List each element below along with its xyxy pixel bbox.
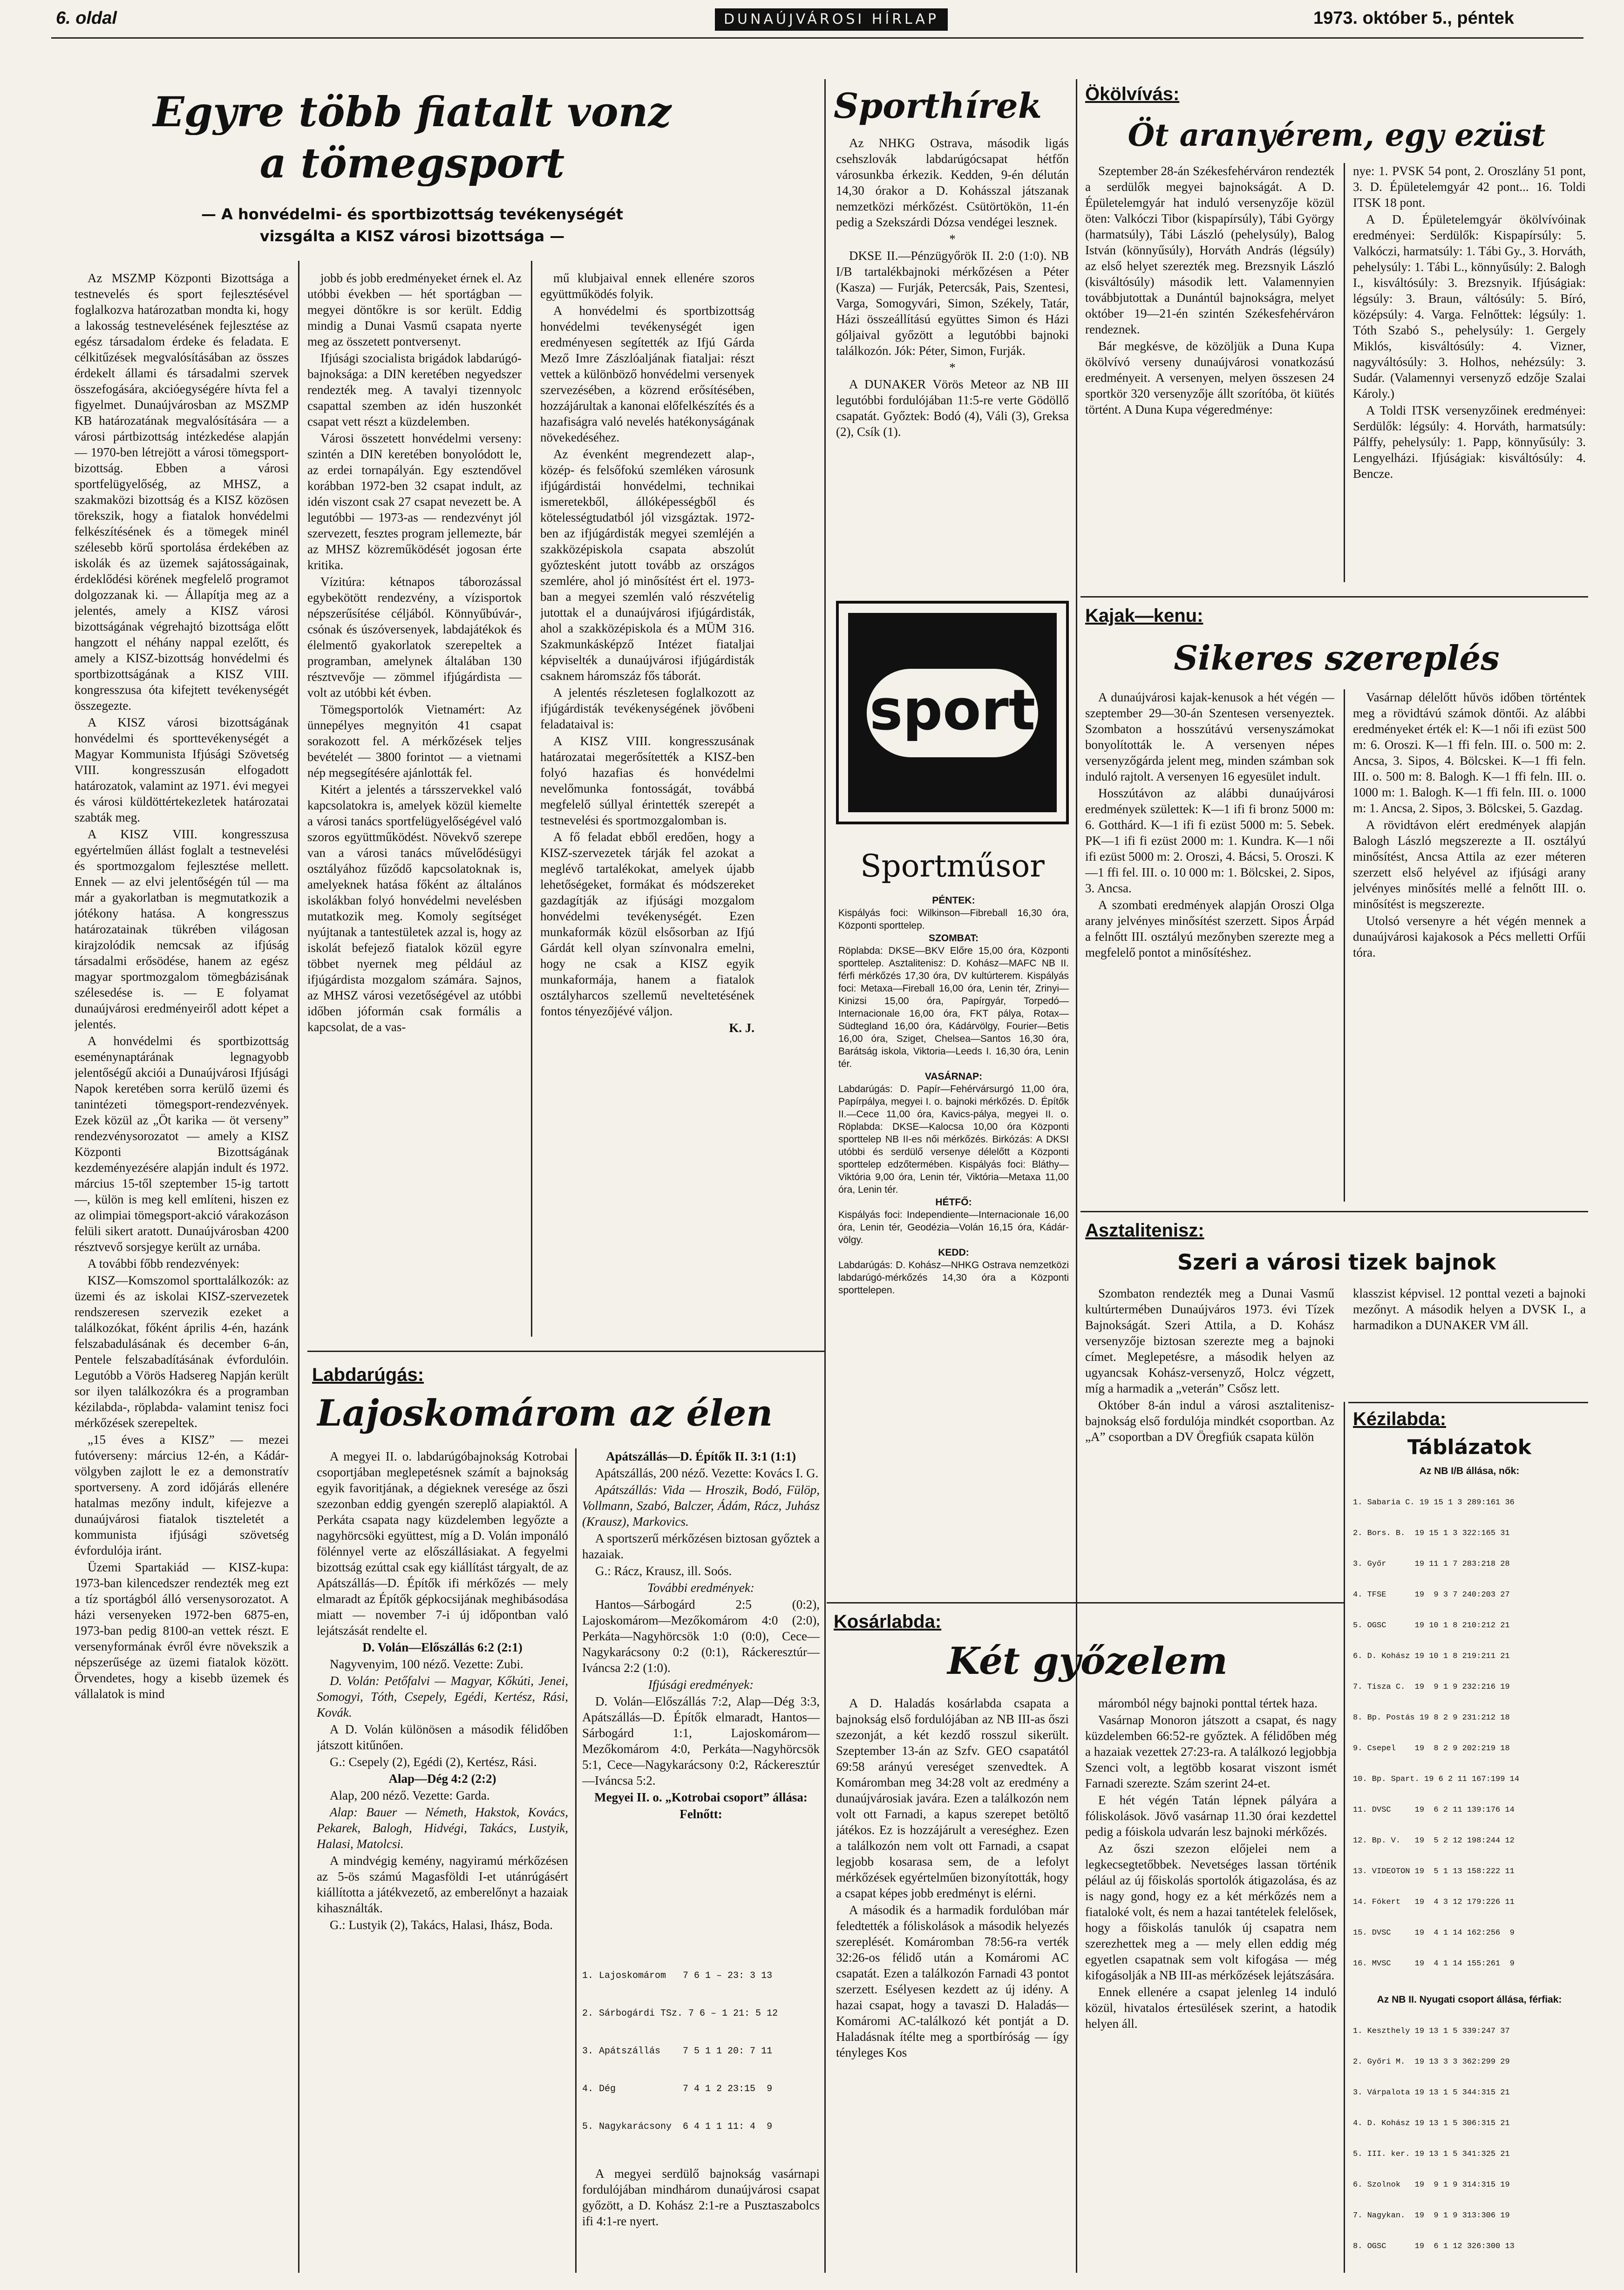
column-rule (1076, 79, 1077, 2273)
paragraph: A honvédelmi és sportbizottság eseménynaptárának legnagyobb jelentőségű akciói a Dunaújvárosi Ifjúsági Napok keretében sorra kerülő üzemi és tanintézeti tömegsport-rendezvények. Ezek közül az „Öt karika — öt verseny” rendezvénysorozatot — amely a KISZ Központi Bizottságának kezdeményezésére alapján indult és 1972. március 15-től szeptember 15-ig tartott —, külön is meg kell említeni, hiszen ez az olimpiai tömegsport-akció várakozáson felüli sikert aratott. Dunaújvárosban 4200 résztvevő sorsjegye került az urnába. (75, 1034, 289, 1254)
paragraph: A szombati eredmények alapján Oroszi Olga arany jelvényes minősítést szerzett. Sipos Árpád a felnőtt III. osztályú mezőnyben szerezte meg a megfelelő pontot a minősítéshez. (1085, 898, 1334, 959)
table-heading: Megyei II. o. „Kotrobai csoport” állása: (594, 1790, 808, 1804)
section-heading: Ifjúsági eredmények: (648, 1678, 754, 1692)
day-heading: HÉTFŐ: (935, 1197, 972, 1208)
page-header (0, 0, 1624, 35)
day-heading: SZOMBAT: (929, 933, 978, 944)
paragraph: Hantos—Sárbogárd 2:5 (0:2), Lajoskomárom—Mezőkomárom 4:0 (2:0), Perkáta—Nagyhörcsök 1:0 (0:0), Cece—Nagykarácsony 0:2 (0:1), Ráckeresztúr—Iváncsa 2:2 (1:0). (582, 1597, 820, 1675)
match-heading: D. Volán—Előszállás 6:2 (2:1) (362, 1640, 523, 1654)
masthead: DUNAÚJVÁROSI HÍRLAP (715, 8, 948, 31)
paragraph: Apátszállás, 200 néző. Vezette: Kovács I. G. (595, 1466, 819, 1480)
match-heading: Apátszállás—D. Építők II. 3:1 (1:1) (605, 1449, 796, 1463)
main-article-col1 (75, 270, 289, 2273)
table-row: 3. Várpalota 19 13 1 5 344:315 21 (1353, 2088, 1510, 2097)
kajak-title: Sikeres szereplés (1174, 638, 1500, 678)
match-heading: Alap—Dég 4:2 (2:2) (388, 1772, 496, 1786)
table-row: 5. OGSC 19 10 1 8 210:212 21 (1353, 1621, 1510, 1630)
table-row: 5. Nagykarácsony 6 4 1 1 11: 4 9 (582, 2121, 773, 2132)
paragraph: Ifjúsági szocialista brigádok labdarúgó-bajnoksága: a DIN keretében negyedszer rendezték meg. A tavalyi tizennyolc csapattal szemben az idén huszonkét csapat vett részt a küzdelemben. (307, 351, 522, 428)
paragraph: G.: Csepely (2), Egédi (2), Kertész, Rási. (330, 1755, 537, 1769)
paragraph: A KISZ VIII. kongresszusának határozatai megerősítették a KISZ-ben folyó hazafias és honvédelmi nevelőmunka fontosságát, továbbá megfelelő súllyal érintették szerepét a testnevelési és sportmozgalomban is. (540, 734, 754, 827)
column-rule (1344, 1402, 1345, 2273)
paragraph: Nagyvenyim, 100 néző. Vezette: Zubi. (330, 1657, 523, 1671)
news-item: DKSE II.—Pénzügyőrök II. 2:0 (1:0). NB I/B tartalékbajnoki mérkőzésen a Péter (Kasza) — Furják, Petercsák, Pais, Szentesi, Varga, Somogyvári, Simon, Székely, Tatár, Házi összeállítású együttes Simon és Házi góljaival győzött a legutóbbi bajnoki találkozón. Jók: Péter, Simon, Furják. (836, 249, 1069, 358)
paragraph: A jelentés részletesen foglalkozott az ifjúgárdisták tevékenységének jövőbeni feladataival is: (540, 686, 754, 731)
labdarugas-footer (582, 2166, 820, 2273)
table-row: 3. Apátszállás 7 5 1 1 20: 7 11 (582, 2046, 773, 2057)
kezilabda-kicker: Kézilabda: (1353, 1409, 1447, 1429)
author-signature: K. J. (729, 1021, 754, 1035)
table-row: 4. TFSE 19 9 3 7 240:203 27 (1353, 1590, 1510, 1599)
paragraph: A rövidtávon elért eredmények alapján Balogh László megszerezte a II. osztályú minősítést, Ancsa Attila az ezer méteren szerzett első helyével az ifjúsági arany jelvényes minősítés mellé a felnőtt III. o. minősítést is megszerezte. (1353, 818, 1586, 911)
kajak-col2 (1353, 689, 1586, 1202)
paragraph: A megyei serdülő bajnokság vasárnapi fordulójában mindhárom dunaújvárosi csapat győzött, a D. Kohász 2:1-re a Pusztaszabolcs ifi 4:1-re nyert. (582, 2167, 820, 2228)
sport-logo-inner (848, 613, 1057, 812)
main-title-line2: a tömegsport (259, 140, 565, 186)
paragraph: A további főbb rendezvények: (88, 1257, 240, 1271)
table-row: 2. Sárbogárdi TSz. 7 6 – 1 21: 5 12 (582, 2008, 778, 2019)
paragraph: Szeptember 28-án Székesfehérváron rendezték a serdülők megyei bajnokságát. A D. Épületelemgyár hat induló versenyzője közül öten: Valkóczi Tibor (kispapírsúly), Tábi György (harmatsúly), Tábi László (pehelysúly), Balog István (könnyűsúly), Horváth András (légsúly) az első helyet szerezték meg. Brezsnyik László (kisváltósúly) második lett. Valamennyien továbbjutottak a Dunántúl bajnokságra, melyet október 19—21-én szintén Székesfehérváron rendeznek. (1085, 164, 1334, 336)
schedule-text: Röplabda: DKSE—BKV Előre 15,00 óra, Központi sporttelep. Asztalitenisz: D. Kohász—MAFC NB II. férfi mérkőzés 17,30 óra, DV kultúrterem. Kispályás foci: Metaxa—Fireball 16,00 óra, Lenin tér, Zrinyi—Kinizsi 15,00 óra, Papírgyár, Torpedó—Internacionale 16,00 óra, FKT pálya, Rotax—Südtegland 16,00 óra, Kádárvölgy, Fourier—Betis 16,00 óra, Sziget, Chelsea—Santos 16,30 óra, Barátság iskola, Viktoria—Leeds I. 16,30 óra, Lenin tér. (838, 945, 1069, 1069)
paragraph: Vízitúra: kétnapos táborozással egybekötött rendezvény, a vízisportok népszerűsítése céljából. Könnyűbúvár-, csónak és úszóversenyek, labdajátékok és élelmentő gyakorlatok szerepeltek a programban, amelynek általában 130 résztvevője — zömmel ifjúgárdista — volt az utóbbi két évben. (307, 575, 522, 700)
labdarugas-col2 (582, 1448, 820, 1942)
standings-table-2 (1353, 2006, 1586, 2270)
paragraph: mű klubjaival ennek ellenére szoros együttműködés folyik. (540, 271, 754, 301)
paragraph: A D. Épületelemgyár ökölvívóinak eredményei: Serdülők: Kispapírsúly: 5. Valkóczi, harmatsúly: 1. Tábi Gy., 3. Horváth, pehelysúly: 1. Tábi L., könnyűsúly: 2. Balogh I., kisváltósúly: 3. Brezsnyik. Ifjúságiak: légsúly: 3. Braun, váltósúly: 5. Bíró, középsúly: 4. Varga. Felnőttek: légsúly: 1. Tóth Szabó S., pehelysúly: 1. Gergely Miklós, kisváltósúly: 4. Vizner, nagyváltósúly: 3. Holhos, nehézsúly: 3. Sudár. (Valamennyi versenyző edzője Szalai Károly.) (1353, 212, 1586, 401)
table-heading: Az NB II. Nyugati csoport állása, férfiak: (1377, 1994, 1562, 2005)
paragraph: Alap, 200 néző. Vezette: Garda. (330, 1788, 490, 1802)
table-row: 14. Fókert 19 4 3 12 179:226 11 (1353, 1898, 1515, 1907)
paragraph: A második és a harmadik fordulóban már feledtették a fóliskolások a második helyezés szereplését. Komáromban 78:56-ra verték 32:26-os félidő után a Komáromi AC csapatát. Ezen a találkozón Farnadi 43 pontot szerzett. Esélyesen kezdett az új idény. A hazai csapat, hogy a tavaszi D. Haladás—Komáromi AC-találkozó két pontját a D. Haladásnak ítélte meg a sportbíróság — így tényleges Kos (836, 1903, 1069, 2059)
table-row: 8. OGSC 19 6 1 12 326:300 13 (1353, 2242, 1515, 2251)
table-row (582, 2158, 820, 2159)
day-heading: PÉNTEK: (932, 895, 975, 906)
table-row: 7. Nagykan. 19 9 1 9 313:306 19 (1353, 2211, 1510, 2220)
paragraph: Október 8-án indul a városi asztalitenisz-bajnokság első fordulója mindkét csoportban. Az „A” csoportban a DV Öregfiúk csapata külön (1085, 1398, 1334, 1444)
okolvivas-kicker: Ökölvívás: (1085, 84, 1180, 104)
table-row: 10. Bp. Spart. 19 6 2 11 167:199 14 (1353, 1775, 1520, 1784)
labdarugas-kicker: Labdarúgás: (312, 1365, 424, 1385)
paragraph: Bár megkésve, de közöljük a Duna Kupa ökölvívó verseny dunaújvárosi vonatkozású eredményeit. A versenyen, melyen összesen 24 sportkör 320 versenyzője állt szorítóba, öt kiütés történt. A Duna Kupa végeredménye: (1085, 339, 1334, 416)
labdarugas-col1 (317, 1448, 568, 2273)
paragraph: A fő feladat ebből eredően, hogy a KISZ-szervezetek tárják fel azokat a meglévő tartalékokat, amelyek újabb lehetőségeket, formákat és módszereket gazdagítják az ifjúsági mozgalom honvédelmi tevékenységét. Ezen munkaformák közül elsősorban az Ifjú Gárdát kell olyan színvonalra emelni, hogy ne csak a KISZ egyik munkaformája, hanem a fiatalok osztályharcos szellemű neveltetésének fontos tényezőjévé váljon. (540, 830, 754, 1018)
paragraph: A dunaújvárosi kajak-kenusok a hét végén — szeptember 29—30-án Szentesen versenyeztek. Szombaton a hosszútávú versenyszámokat bonyolították le. A versenyen népes versenyzőgárda jelent meg, minden számban sok induló rajtolt. A versenyen 16 egyesület indult. (1085, 690, 1334, 783)
paragraph: Városi összetett honvédelmi verseny: szintén a DIN keretében bonyolódott le, az erdei tornapályán. Egy esztendővel korábban 1972-ben 32 csapat indult, az idén viszont csak 27 csapat nevezett be. A legutóbbi — 1973-as — rendezvényt jól szervezett, fesztes program jellemezte, bár az MHSZ közreműködését jogosan érte kritika. (307, 431, 522, 572)
paragraph: Utolsó versenyre a hét végén mennek a dunaújvárosi kajakosok a Pécs melletti Orfűi tóra. (1353, 914, 1586, 959)
kajak-kicker: Kajak—kenu: (1085, 605, 1203, 626)
paragraph: Az őszi szezon előjelei nem a legkecsegtetőbbek. Nevetséges lassan történik pélául az új főiskolás sportolók átigazolása, és az is nagy gond, hogy ez a két mérkőzés nem a fiataloké volt, és nem a hazai tantételek felelősek, hogy a főiskolás tanulók új csapatra nem szerezhettek meg a — mely ellen eddig még egyetlen csapatnak sem volt kifogása — még kifogásolják a NB III-as mérkőzések lejátszására. (1085, 1842, 1337, 1982)
paragraph: Hosszútávon az alábbi dunaújvárosi eredmények születtek: K—1 ifi fi bronz 5000 m: 6. Gotthárd. K—1 ifi fi ezüst 5000 m: 5. Sebek. PK—1 ifi fi ezüst 2000 m: 1. Kundra. K—1 női ifi ezüst 5000 m: 2. Oroszi, 4. Bácsi, 5. Oroszi. K—1 ffi fel. III. o. 10 000 m: 1. Bölcskei, 2. Sipos, 3. Ancsa. (1085, 786, 1334, 895)
main-article-col2 (307, 270, 522, 1337)
paragraph: G.: Lustyik (2), Takács, Halasi, Ihász, Boda. (330, 1918, 553, 1932)
labdarugas-title: Lajoskomárom az élen (317, 1393, 773, 1434)
kosarlabda-col1 (836, 1695, 1069, 2273)
column-rule (824, 79, 826, 2273)
column-rule (1344, 163, 1345, 582)
paragraph: Üzemi Spartakiád — KISZ-kupa: 1973-ban kilencedszer rendezték meg ezt a tíz sportágból álló versenysorozatot. A házi versenyeken 1972-ben 6875-en, 1973-ban pedig 8100-an vettek részt. E versenyformának évről évre növekszik a népszerűsége az üzemi fiatalok között. Örvendetes, hogy a kisebb üzemek és vállalatok is mind (75, 1560, 289, 1701)
sportmusor-body (838, 894, 1069, 1565)
table-row: 9. Csepel 19 8 2 9 202:219 18 (1353, 1744, 1510, 1753)
paragraph: Tömegsportolók Vietnamért: Az ünnepélyes megnyitón 41 csapat sorakozott fel. A mérkőzések teljes bevételét — 3800 forintot — a vietnami nép megsegítésére ajánlották fel. (307, 702, 522, 780)
sporthirek-title: Sporthírek (834, 86, 1042, 126)
paragraph: Kitért a jelentés a társszervekkel való kapcsolatokra is, amelyek közül kiemelte a városi tanács sportfelügyelőségével való szoros együttműködést. Növekvő szerepe van a városi tanács művelődésügyi osztályához fűződő kapcsolatoknak is, amelyeknek hatása főként az általános iskolákban folyó honvédelmi nevelésben mutatkozik meg. Komoly segítséget nyújtanak a tantestületek azzal is, hogy az iskolát befejező fiatalok közül egyre többet nyernek meg például az ifjúgárdista mozgalom számára. Sajnos, az MHSZ városi vezetőségével az utóbbi időben jóformán csak formális a kapcsolat, de a vas- (307, 782, 522, 1034)
paragraph: A D. Volán különösen a második félidőben játszott kitűnően. (317, 1722, 568, 1752)
news-item: Az NHKG Ostrava, második ligás csehszlovák labdarúgócsapat hétfőn városunkba érkezik. Kedden, 9-én délután 14,30 órakor a D. Kohásszal játszanak nemzetközi mérkőzést. Csütörtökön, 11-én pedig a Szekszárdi Dózsa vendégei lesznek. (836, 136, 1069, 229)
table-heading: Felnőtt: (679, 1807, 722, 1821)
table-row: 13. VIDEOTON 19 5 1 13 158:222 11 (1353, 1867, 1515, 1876)
okolvivas-col2 (1353, 163, 1586, 582)
paragraph: A megyei II. o. labdarúgóbajnokság Kotrobai csoportjában meglepetésnek számít a bajnokság egyik favoritjának, a dégieknek veresége az őszi szezonban eddig gyengén szereplő alapiaktól. A Perkáta csapata nagy küzdelemben legyőzte a nagyhörcsöki együttest, míg a D. Volán imponáló fölénnyel verte az előszállásiakat. A fegyelmi bizottság ezúttal csak egy kiállítást tárgyalt, de az Apátszállás—D. Építők ifi mérkőzés — mely elmaradt az Építők gépkocsijának meghibásodása miatt — november 7-i új időpontban való lejátszását rendelte el. (317, 1449, 568, 1638)
okolvivas-col1 (1085, 163, 1334, 582)
sportmusor-title: Sportműsor (860, 848, 1045, 884)
standings-table-1 (1353, 1477, 1586, 1990)
day-heading: KEDD: (938, 1247, 969, 1258)
schedule-text: Labdarúgás: D. Papír—Fehérvársurgó 11,00 óra, Papírpálya, megyei I. o. bajnoki mérkőzés. D. Építők II.—Cece 11,00 óra, Kavics-pálya, megyei II. o. Röplabda: DKSE—Kalocsa 10,00 óra Központi sporttelep NB II-es női mérkőzés. Birkózás: A DKSI utóbbi és serdülő versenye délelőtt a Központi sporttelep edzőtermében. Kispályás foci: Bláthy—Viktória 9,00 óra, Lenin tér, Viktória—Metaxa 11,00 óra, Lenin tér. (838, 1084, 1069, 1195)
paragraph: Az MSZMP Központi Bizottsága a testnevelés és sport fejlesztésével foglalkozva határozatban mondta ki, hogy a lakosság testnevelésének fejlesztése az egész társadalom érdeke és feladata. E célkitűzések megvalósításában az összes érdekelt állami és társadalmi szervek összefogására, akcióegységére hívta fel a figyelmet. Dunaújvárosban az MSZMP KB határozatának megvalósítására — a városi pártbizottság intézkedése alapján — 1970-ben létrejött a városi tömegsport-bizottság. Ebben a városi sportfelügyelőség, az MHSZ, a szakmaközi bizottság és a KISZ közösen törekszik, hogy a fiatalok honvédelmi felkészítésének és a tömegek minél szélesebb körű sportolása érdekében az iskolák és az üzemek sajátosságainak, érdeklődési körének megfelelő programot dolgozzanak ki. — Állapítja meg az a jelentés, amely a KISZ városi bizottságának végrehajtó bizottsága előtt hangzott el néhány nappal ezelőtt, és amely a KISZ-bizottság honvédelmi és sportbizottságának a KISZ VIII. kongresszusa óta kifejtett tevékenységét összegezte. (75, 271, 289, 713)
table-row: 1. Sabaria C. 19 15 1 3 289:161 36 (1353, 1498, 1515, 1507)
table-row: 5. III. ker. 19 13 1 5 341:325 21 (1353, 2150, 1510, 2159)
paragraph: máromból négy bajnoki ponttal tértek haza. (1098, 1696, 1318, 1710)
main-subtitle-line2: vizsgálta a KISZ városi bizottsága — (259, 227, 565, 245)
asztalitenisz-kicker: Asztalitenisz: (1085, 1220, 1204, 1241)
paragraph: KISZ—Komszomol sporttalálkozók: az üzemi és az iskolai KISZ-szervezetek rendszeresen szervezik ezeket a találkozókat, főként április 4-én, hazánk felszabadulásának és december 6-án, Pentele felszabadításának évfordulóin. Legutóbb a Vörös Hadsereg Napján került sor ilyen találkozókra és a programban kézilabda-, röplabda- valamint tenisz foci mérkőzések szerepeltek. (75, 1273, 289, 1430)
asztalitenisz-col1 (1085, 1285, 1334, 1593)
paragraph: Ennek ellenére a csapat jelenleg 14 induló közül, hivatalos értesülések szerint, a hatodik helyen áll. (1085, 1985, 1337, 2031)
column-rule (1344, 689, 1345, 1202)
kosarlabda-title: Két győzelem (947, 1639, 1228, 1682)
kosarlabda-col2 (1085, 1695, 1337, 2273)
table-row: 4. Dég 7 4 1 2 23:15 9 (582, 2084, 773, 2094)
paragraph: A KISZ városi bizottságának honvédelmi és sporttevékenységét a Magyar Kommunista Ifjúsági Szövetség VIII. kongresszusán elfogadott határozatok, valamint az 1971. évi megyei és városi küldöttértekezletek határozatai szabták meg. (75, 715, 289, 824)
paragraph: klasszist képvisel. 12 ponttal vezeti a bajnoki mezőnyt. A második helyen a DVSK I., a harmadikon a DUNAKER VM áll. (1353, 1286, 1586, 1332)
table-row: 3. Győr 19 11 1 7 283:218 28 (1353, 1560, 1510, 1569)
sport-logo-text: sport (869, 678, 1036, 743)
paragraph: A honvédelmi és sportbizottság honvédelmi tevékenységét igen eredményesen segítették az Ifjú Gárda Mező Imre Zászlóaljának fiataljai: részt vettek a különböző honvédelmi versenyek szervezésében, a közrend erősítésében, hozzájárultak a kanonai előfelkészítés és a hazafiságra való nevelés hatékonyságának növekedéséhez. (540, 304, 754, 444)
table-row: 6. Szolnok 19 9 1 9 314:315 19 (1353, 2181, 1510, 2189)
column-rule (531, 261, 532, 1337)
table-row: 7. Tisza C. 19 9 1 9 232:216 19 (1353, 1683, 1510, 1692)
separator: * (949, 232, 956, 246)
okolvivas-title: Öt aranyérem, egy ezüst (1128, 117, 1546, 153)
column-rule (575, 1448, 577, 2273)
kezilabda-tables (1353, 1465, 1586, 2270)
sporthirek-body (836, 135, 1069, 578)
table-row: 6. D. Kohász 19 10 1 8 219:211 21 (1353, 1652, 1510, 1661)
labdarugas-table (582, 1944, 820, 2159)
kezilabda-title: Táblázatok (1407, 1435, 1532, 1459)
table-row: 12. Bp. V. 19 5 2 12 198:244 12 (1353, 1836, 1515, 1845)
lineup: D. Volán: Petőfalvi — Magyar, Kőkúti, Jenei, Somogyi, Tóth, Csepely, Egédi, Kertész, Rási, Kovák. (317, 1674, 568, 1719)
table-row: 11. DVSC 19 6 2 11 139:176 14 (1353, 1806, 1515, 1814)
paragraph: A mindvégig kemény, nagyiramú mérkőzésen az 5-ös számú Magasföldi I-et utánrúgásért kiállította a játékvezető, az emberelőnyt a hazaiak kihasználták. (317, 1854, 568, 1915)
paragraph: Vasárnap délelőtt hűvös időben történtek meg a rövidtávú számok döntői. Az alábbi eredményeket érték el: K—1 női ifi ezüst 500 m: 6. Oroszi. K—1 ffi feln. III. o. 500 m: 2. Ancsa, 3. Sipos, 4. Bölcskei. K—1 ffi feln. III. o. 500 m: 8. Balogh. K—1 ffi feln. III. o. 1000 m: 1. Balogh. K—1 ffi feln. III. o. 1000 m: 1. Ancsa, 2. Sipos, 3. Bölcskei, 5. Gazdag. (1353, 690, 1586, 815)
separator: * (949, 360, 956, 374)
schedule-text: Kispályás foci: Independiente—Internacionale 16,00 óra, Lenin tér, Geodézia—Volán 16,15 óra, Kádár-völgy. (838, 1210, 1069, 1245)
section-heading: További eredmények: (647, 1581, 754, 1595)
page-number: 6. oldal (56, 8, 117, 28)
kajak-col1 (1085, 689, 1334, 1202)
section-rule (1348, 1402, 1588, 1403)
paragraph: „15 éves a KISZ” — mezei futóverseny: március 12-én, a Kádár-völgyben zajlott le ez a demonstratív sportverseny. A zord időjárás ellenére hatalmas mezőny indult, kifejezve a dunaújvárosi fiatalok tiszteletét a kommunista ifjúsági szövetség évfordulója iránt. (75, 1433, 289, 1557)
main-subtitle-line1: — A honvédelmi- és sportbizottság tevékenységét (201, 205, 624, 223)
paragraph: A KISZ VIII. kongresszusa egyértelműen állást foglalt a testnevelési és sportmozgalom fejlesztése mellett. Ennek — az elvi jelentőségén túl — ma már a gyakorlatban is megmutatkozik a jótékony hatása. A kongresszus határozatainak tükrében világosan kirajzolódik nemcsak az ifjúság társadalmi erősödése, hanem az egész magyar sportmozgalom tömegbázisának szélesedése is. — E folyamat dunaújvárosi eredményeiről adott képet a jelentés. (75, 827, 289, 1031)
table-row: 1. Keszthely 19 13 1 5 339:247 37 (1353, 2027, 1510, 2036)
table-row: 15. DVSC 19 4 1 14 162:256 9 (1353, 1929, 1515, 1937)
table-row: 2. Bors. B. 19 15 1 3 322:165 31 (1353, 1529, 1510, 1538)
section-rule (1080, 596, 1588, 598)
main-title-line1: Egyre több fiatalt vonz (153, 88, 672, 135)
table-row: 2. Győri M. 19 13 3 3 362:299 29 (1353, 2058, 1510, 2066)
kosarlabda-kicker: Kosárlabda: (834, 1611, 942, 1632)
paragraph: nye: 1. PVSK 54 pont, 2. Oroszlány 51 pont, 3. D. Épületelemgyár 42 pont... 16. Toldi ITSK 18 pont. (1353, 164, 1586, 210)
paragraph: A D. Haladás kosárlabda csapata a bajnokság első fordulójában az NB III-as őszi szezonját, a két kezdő rosszul sikerült. Szeptember 13-án az Szfv. GEO csapatától 69:58 arányú vereséget szenvedtek. A Komáromban meg 34:28 volt az eredmény a dunaújvárosiak javára. Ezen a találkozón nem volt ott Farnadi, a kapus szerepet betöltő játékos. Ez is hozzájárult a vereséghez. Ezen a találkozón nem volt ott Farnadi, a csapat legjobb kosarasa sem, de a lefolyt mérkőzések egyértelműen bizonyították, hogy a csapat képes jobb eredményt is elérni. (836, 1696, 1069, 1900)
column-rule (298, 261, 299, 2273)
paragraph: A sportszerű mérkőzésen biztosan győztek a hazaiak. (582, 1531, 820, 1561)
table-row: 1. Lajoskomárom 7 6 1 – 23: 3 13 (582, 1971, 773, 1981)
paragraph: Az évenként megrendezett alap-, közép- és felsőfokú szemléken városunk ifjúgárdistái honvédelmi, technikai ismeretekből, állóképességből és kötelességtudatból jól vizsgáztak. 1972-ben az ifjúgárdisták megyei szemléjén a szakközépiskola csapata abszolút győztesként jutott tovább az országos szemlére, ahol jó minősítést ért el. 1973-ban a megyei szemlén való részvételig jutottak el a dunaújvárosi ifjúgárdisták, ahol a szakközépiskola és a MÜM 316. Szakmunkásképző Intézet fiataljai képviselték a dunaújvárosi ifjúgárdisták csaknem háromszáz fős táborát. (540, 447, 754, 683)
paragraph: Szombaton rendezték meg a Dunai Vasmű kultúrtermében Dunaújváros 1973. évi Tízek Bajnokságát. Szeri Attila, a D. Kohász versenyzője biztosan szerezte meg a bajnoki címet. Meglepetésre, a második helyen az ugyancsak Kohász-versenyző, Holcz végzett, míg a harmadik a „veterán” Csősz lett. (1085, 1286, 1334, 1395)
section-rule (307, 1351, 824, 1352)
header-rule (51, 37, 1583, 39)
table-row: 16. MVSC 19 4 1 14 155:261 9 (1353, 1959, 1515, 1968)
issue-date: 1973. október 5., péntek (1313, 8, 1514, 28)
paragraph: G.: Rácz, Krausz, ill. Soós. (595, 1564, 732, 1578)
paragraph: A Toldi ITSK versenyzőinek eredményei: Serdülők: légsúly: 4. Horváth, harmatsúly: Pálffy, pehelysúly: 1. Papp, könnyűsúly: 3. Lengyelházi. Ifjúságiak: kisváltósúly: 4. Bencze. (1353, 403, 1586, 481)
section-rule (1080, 1211, 1588, 1212)
lineup: Apátszállás: Vida — Hroszik, Bodó, Fülöp, Vollmann, Szabó, Balczer, Ádám, Rácz, Juhász (Krausz), Markovics. (582, 1483, 820, 1529)
section-rule (827, 1602, 1344, 1604)
lineup: Alap: Bauer — Németh, Hakstok, Kovács, Pekarek, Balogh, Hidvégi, Takács, Lustyik, Halasi, Matolcsi. (317, 1805, 568, 1851)
asztalitenisz-col2 (1353, 1285, 1586, 1397)
asztalitenisz-title: Szeri a városi tizek bajnok (1177, 1250, 1496, 1275)
sport-logo-frame (836, 601, 1069, 824)
table-row: 4. D. Kohász 19 13 1 5 306:315 21 (1353, 2119, 1510, 2128)
table-heading: Az NB I/B állása, nők: (1419, 1466, 1520, 1476)
paragraph: D. Volán—Előszállás 7:2, Alap—Dég 3:3, Apátszállás—D. Építők elmaradt, Hantos—Sárbogárd 1:1, Lajoskomárom—Mezőkomárom 4:0, Perkáta—Nagyhörcsök 5:1, Cece—Nagykarácsony 0:2, Ráckeresztúr—Iváncsa 5:2. (582, 1694, 820, 1787)
sport-logo-badge (867, 669, 1038, 757)
main-article-col3 (540, 270, 754, 1337)
paragraph: jobb és jobb eredményeket érnek el. Az utóbbi években — hét sportágban — megyei döntőkre is sor került. Eddig mindig a Dunai Vasmű csapata nyerte meg az összetett pontversenyt. (307, 271, 522, 348)
paragraph: E hét végén Tatán lépnek pályára a fóliskolások. Jövő vasárnap 11.30 órai kezdettel pedig a fóiskola udvarán lesz bajnoki mérkőzés. (1085, 1793, 1337, 1839)
news-item: A DUNAKER Vörös Meteor az NB III legutóbbi fordulójában 11:5-re verte Gödöllő csapatát. Győztek: Bodó (4), Váli (3), Greksa (2), Csík (1). (836, 377, 1069, 439)
day-heading: VASÁRNAP: (924, 1071, 983, 1082)
schedule-text: Labdarúgás: D. Kohász—NHKG Ostrava nemzetközi labdarúgó-mérkőzés 14,30 óra a Központi sporttelepen. (838, 1260, 1069, 1296)
paragraph: Vasárnap Monoron játszott a csapat, és nagy küzdelemben 66:52-re győztek. A félidőben még a hazaiak vezettek 27:23-ra. A találkozó legjobbja Szenci volt, a legtöbb kosarat viszont ismét Farnadi szerezte. Szám szerint 24-et. (1085, 1713, 1337, 1790)
table-row: 8. Bp. Postás 19 8 2 9 231:212 18 (1353, 1713, 1510, 1722)
schedule-text: Kispályás foci: Wilkinson—Fibreball 16,30 óra, Központi sporttelep. (838, 908, 1069, 931)
